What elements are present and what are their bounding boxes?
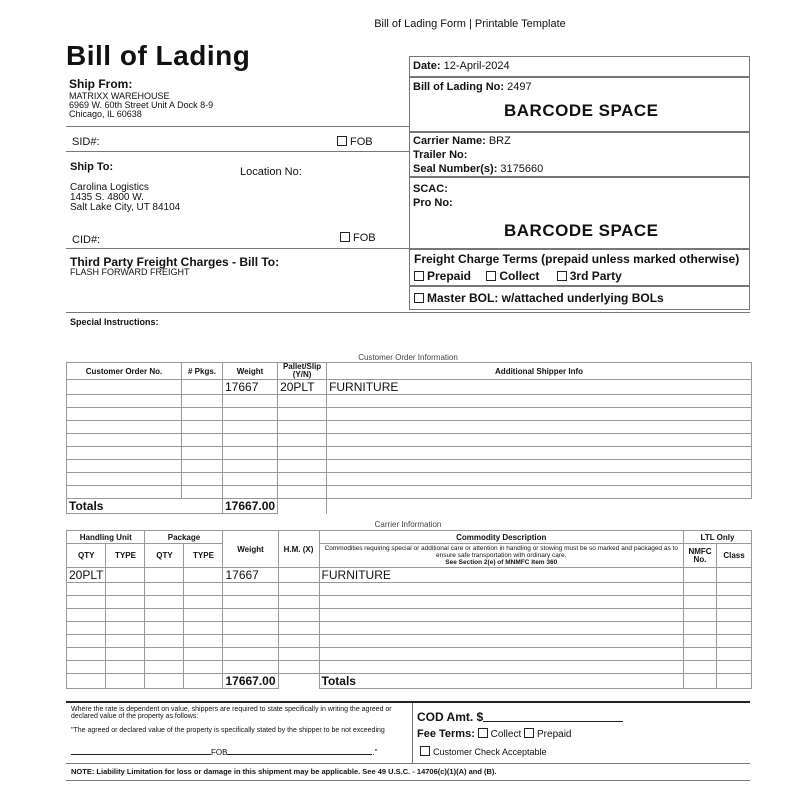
customer-order-section: Customer Order Information (358, 353, 458, 362)
third-party-bill-label: Third Party Freight Charges - Bill To: (70, 255, 280, 269)
liability-note: NOTE: Liability Limitation for loss or damage in this shipment may be applicable. See 49 U.S.C. - 14706(c)(1)(A) and (B). (71, 767, 497, 776)
fob-line: FOB ." (71, 748, 378, 757)
bol-label: Bill of Lading No: (413, 81, 505, 93)
commodity-note: Commodities requiring special or additional care or attention in handling or stowing must be so marked and packaged as to ensure safe transportation with ordinary care. (324, 545, 678, 559)
bol-form (66, 56, 750, 786)
ship-to-label: Ship To: (70, 161, 114, 173)
col-customer-order: Customer Order No. (67, 363, 182, 380)
col-commodity: Commodity Description (319, 531, 683, 544)
col-weight: Weight (223, 363, 278, 380)
carrier-info-section: Carrier Information (374, 520, 442, 529)
col-hu-qty: QTY (67, 544, 106, 568)
carrier-row-weight: 17667 (223, 568, 278, 583)
collect-checkbox[interactable] (486, 271, 496, 281)
table-row (67, 380, 752, 395)
master-bol-label: Master BOL: w/attached underlying BOLs (427, 291, 664, 305)
freight-terms-label: Freight Charge Terms (prepaid unless marked otherwise) (414, 252, 740, 266)
col-hu-type: TYPE (106, 544, 145, 568)
ship-to-address1: 1435 S. 4800 W. (70, 192, 144, 203)
customer-check-label: Customer Check Acceptable (433, 747, 547, 757)
order-totals-label: Totals (67, 499, 223, 514)
ship-to-name: Carolina Logistics (70, 182, 149, 193)
fob-label-2: FOB (353, 232, 376, 244)
carrier-totals-weight: 17667.00 (223, 674, 278, 689)
col-hm: H.M. (X) (278, 531, 319, 568)
rate-note: Where the rate is dependent on value, shippers are required to state specifically in writing the agreed or declared value of the property as follows: (71, 706, 392, 720)
col-nmfc-no: No. (693, 554, 707, 564)
col-handling-unit: Handling Unit (67, 531, 145, 544)
special-instructions-label: Special Instructions: (70, 317, 159, 327)
carrier-row-desc: FURNITURE (319, 568, 683, 583)
declared-value-note: "The agreed or declared value of the property is specifically stated by the shipper to be not exceeding (71, 727, 385, 734)
bol-number-box (409, 76, 750, 133)
customer-check-checkbox[interactable] (420, 746, 430, 756)
fob-checkbox-1[interactable] (337, 136, 347, 146)
fee-prepaid-checkbox[interactable] (524, 728, 534, 738)
master-bol-box (409, 285, 750, 310)
col-carrier-weight: Weight (223, 531, 278, 568)
col-nmfc: NMFC (688, 546, 712, 556)
location-label: Location No: (240, 166, 302, 178)
collect-label: Collect (499, 269, 540, 283)
order-totals-weight: 17667.00 (223, 499, 278, 514)
ship-from-address1: 6969 W. 60th Street Unit A Dock 8-9 (69, 100, 214, 110)
col-pkg-qty: QTY (145, 544, 184, 568)
ship-from-name: MATRIXX WAREHOUSE (69, 91, 170, 101)
fob-checkbox-2[interactable] (340, 232, 350, 242)
cod-amount-field[interactable] (483, 721, 623, 722)
ship-to-address2: Salt Lake City, UT 84104 (70, 202, 181, 213)
carrier-row-qty: 20PLT (67, 568, 106, 583)
cod-label: COD Amt. $ (417, 710, 484, 724)
third-party-label: 3rd Party (569, 269, 622, 283)
carrier-name-label: Carrier Name: (413, 135, 486, 147)
date-value: 12-April-2024 (443, 60, 510, 72)
col-additional-info: Additional Shipper Info (327, 363, 752, 380)
sid-label: SID#: (72, 136, 100, 148)
fee-collect-label: Collect (490, 729, 522, 740)
third-party-checkbox[interactable] (557, 271, 567, 281)
col-package: Package (145, 531, 223, 544)
fee-collect-checkbox[interactable] (478, 728, 488, 738)
barcode-space-1: BARCODE SPACE (504, 101, 659, 120)
fob-label-1: FOB (350, 136, 373, 148)
carrier-totals-label: Totals (319, 674, 683, 689)
col-pallet: Pallet/Slip (282, 362, 322, 371)
fee-prepaid-label: Prepaid (537, 729, 572, 740)
col-class: Class (717, 544, 752, 568)
doc-title: Bill of Lading (66, 40, 251, 71)
scac-label: SCAC: (413, 183, 448, 195)
pro-label: Pro No: (413, 197, 453, 209)
trailer-label: Trailer No: (413, 149, 468, 161)
fob-line-label: FOB (211, 748, 228, 757)
carrier-name: BRZ (488, 135, 511, 147)
barcode-space-2: BARCODE SPACE (504, 221, 659, 240)
col-pallet-yn: (Y/N) (292, 370, 312, 379)
order-row-pallet: 20PLT (278, 380, 327, 395)
date-label: Date: (413, 60, 441, 72)
cid-label: CID#: (72, 234, 101, 246)
carrier-info-table (66, 530, 752, 689)
freight-terms-box (409, 248, 750, 287)
third-party-name: FLASH FORWARD FREIGHT (70, 267, 190, 277)
order-row-info: FURNITURE (327, 380, 752, 395)
master-bol-checkbox[interactable] (414, 293, 424, 303)
ship-from-label: Ship From: (69, 77, 133, 91)
col-ltl-only: LTL Only (684, 531, 752, 544)
commodity-see: See Section 2(e) of MNMFC Item 360 (445, 559, 558, 566)
ship-from-address2: Chicago, IL 60638 (69, 109, 142, 119)
prepaid-checkbox[interactable] (414, 271, 424, 281)
seal-label: Seal Number(s): (413, 163, 498, 175)
fee-terms-label: Fee Terms: (417, 728, 475, 740)
col-pkgs: # Pkgs. (182, 363, 223, 380)
col-pkg-type: TYPE (184, 544, 223, 568)
table-row (67, 568, 752, 583)
seal-number: 3175660 (500, 163, 544, 175)
bol-number: 2497 (507, 81, 532, 93)
page-header-title: Bill of Lading Form | Printable Template (374, 18, 566, 30)
carrier-box (409, 131, 750, 178)
date-box (409, 56, 750, 78)
order-row-weight: 17667 (223, 380, 278, 395)
prepaid-label: Prepaid (427, 269, 472, 283)
scac-box (409, 176, 750, 250)
customer-order-table (66, 362, 752, 514)
